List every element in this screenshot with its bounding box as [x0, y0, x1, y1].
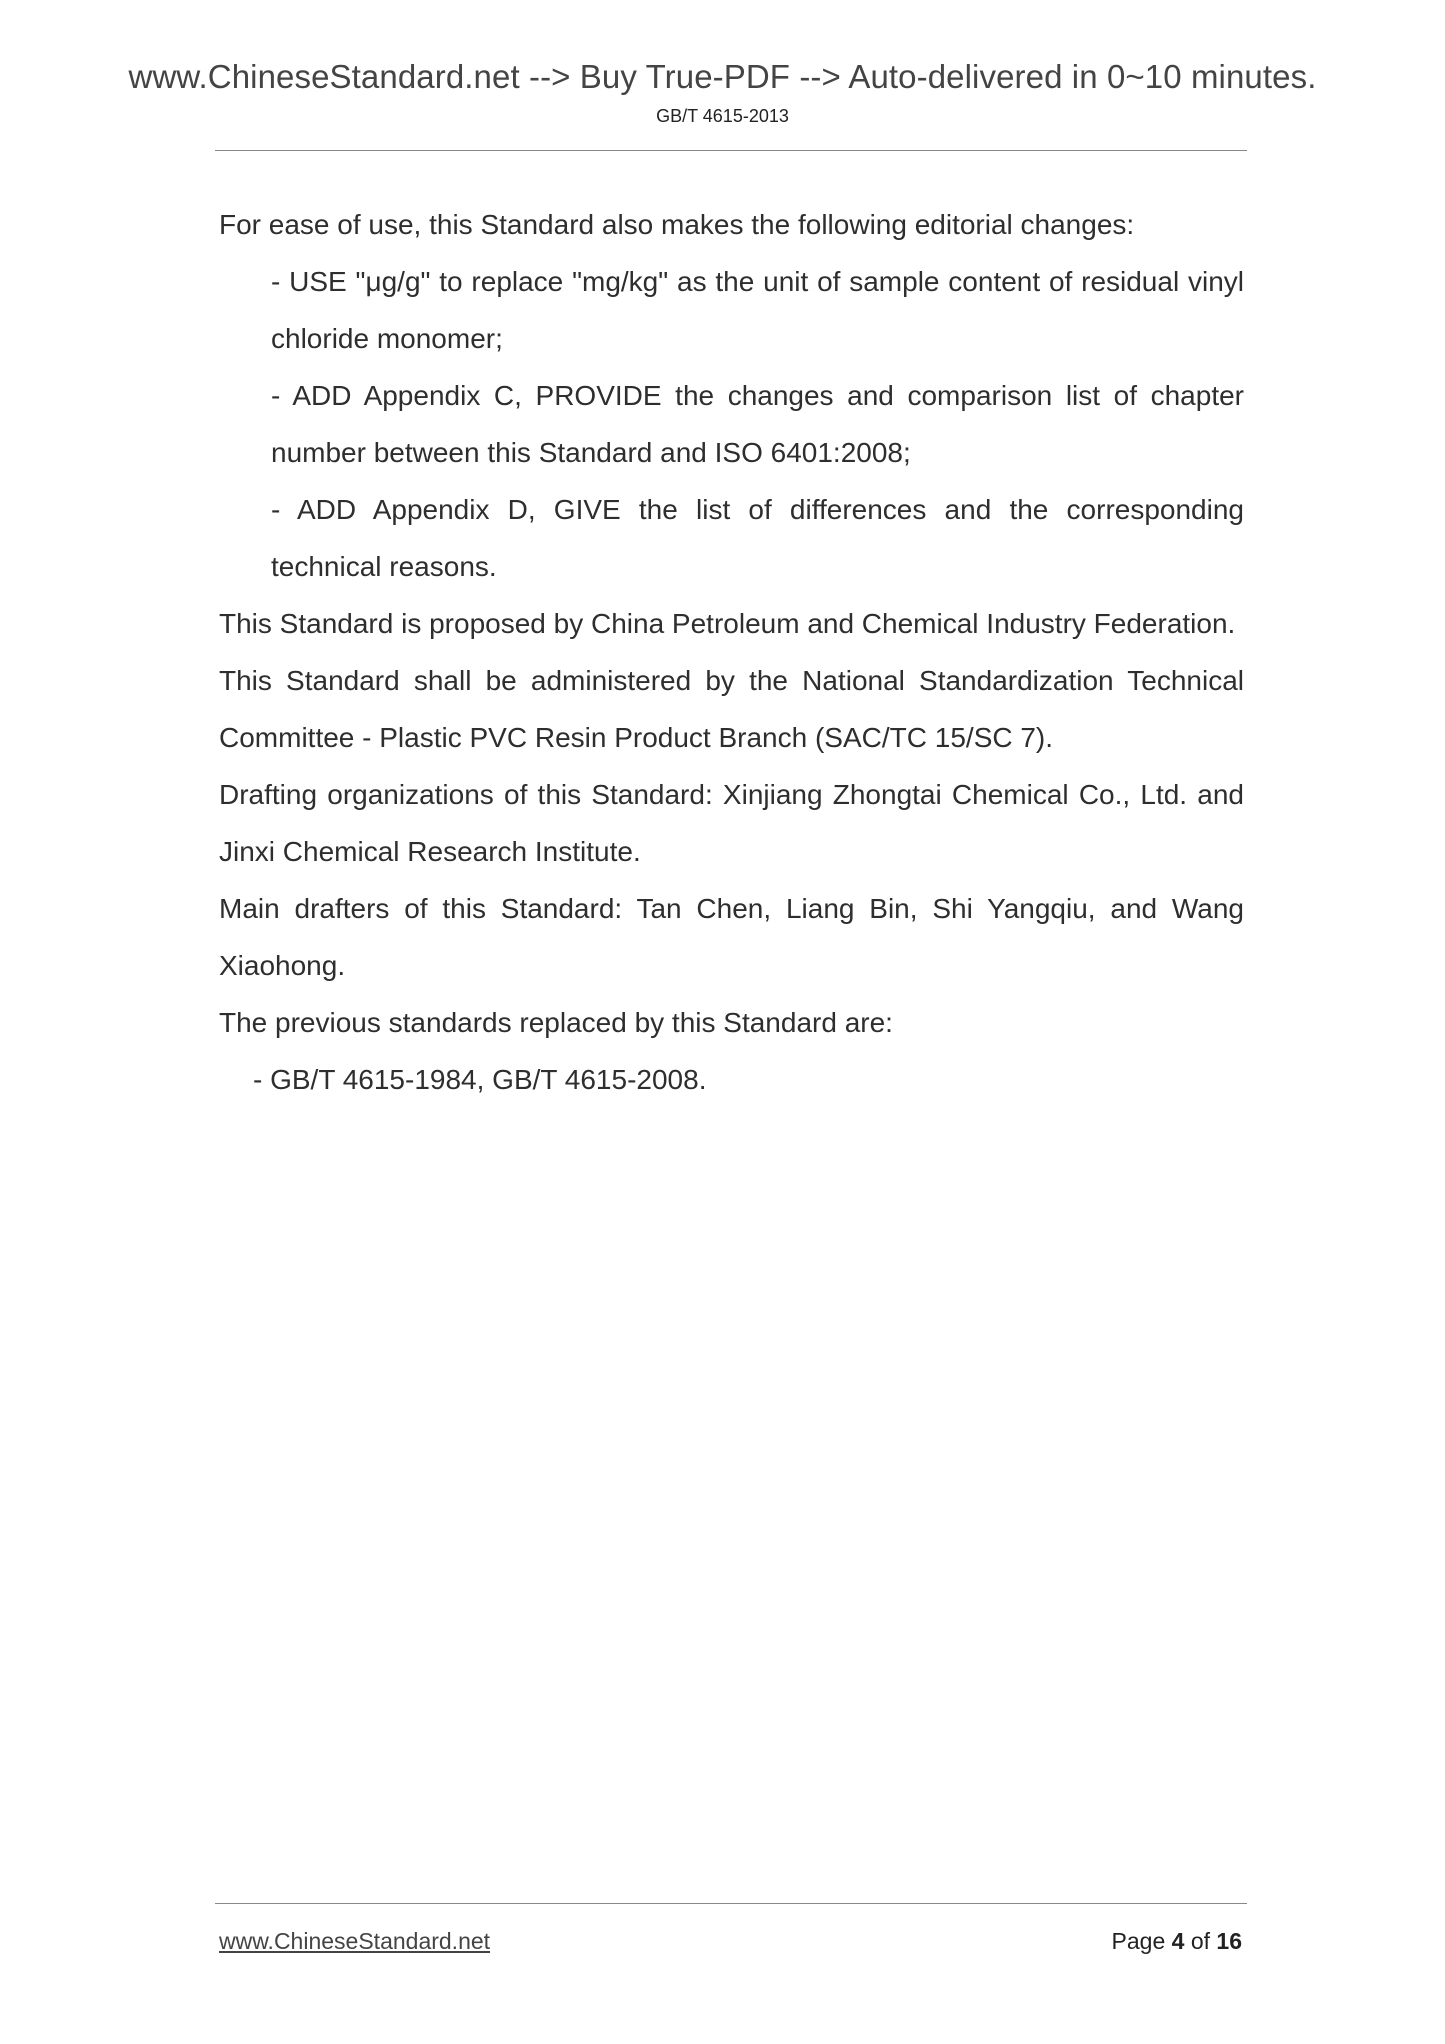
document-body — [219, 196, 1244, 1108]
editorial-change-item: - USE "μg/g" to replace "mg/kg" as the unit of sample content of residual vinyl chloride monomer; — [271, 266, 1244, 354]
editorial-change-item: - ADD Appendix D, GIVE the list of differences and the corresponding technical reasons. — [271, 494, 1244, 582]
page-of: of — [1190, 1928, 1211, 1954]
footer-site-link[interactable]: www.ChineseStandard.net — [219, 1928, 491, 1954]
previous-standards-intro: The previous standards replaced by this Standard are: — [219, 1007, 893, 1038]
header-divider — [215, 150, 1247, 151]
previous-standards-list: - GB/T 4615-1984, GB/T 4615-2008. — [253, 1064, 707, 1095]
proposed-by-paragraph: This Standard is proposed by China Petroleum and Chemical Industry Federation. — [219, 608, 1236, 639]
editorial-intro: For ease of use, this Standard also makes the following editorial changes: — [219, 209, 1135, 240]
page-word: Page — [1111, 1928, 1166, 1954]
page-total: 16 — [1216, 1928, 1242, 1954]
standard-code: GB/T 4615-2013 — [656, 106, 789, 126]
main-drafters-paragraph: Main drafters of this Standard: Tan Chen, Liang Bin, Shi Yangqiu, and Wang Xiaohong. — [219, 893, 1244, 981]
page-number — [1112, 1928, 1242, 1955]
drafting-organizations-paragraph: Drafting organizations of this Standard: Xinjiang Zhongtai Chemical Co., Ltd. and Jinxi Chemical Research Institute. — [219, 779, 1244, 867]
editorial-change-item: - ADD Appendix C, PROVIDE the changes and comparison list of chapter number between this Standard and ISO 6401:2008; — [271, 380, 1244, 468]
page-current: 4 — [1171, 1928, 1185, 1954]
site-banner: www.ChineseStandard.net --> Buy True-PDF --> Auto-delivered in 0~10 minutes. — [128, 58, 1317, 95]
administered-by-paragraph: This Standard shall be administered by the National Standardization Technical Committee - Plastic PVC Resin Product Branch (SAC/TC 15/SC 7). — [219, 665, 1244, 753]
footer-divider — [215, 1903, 1247, 1904]
